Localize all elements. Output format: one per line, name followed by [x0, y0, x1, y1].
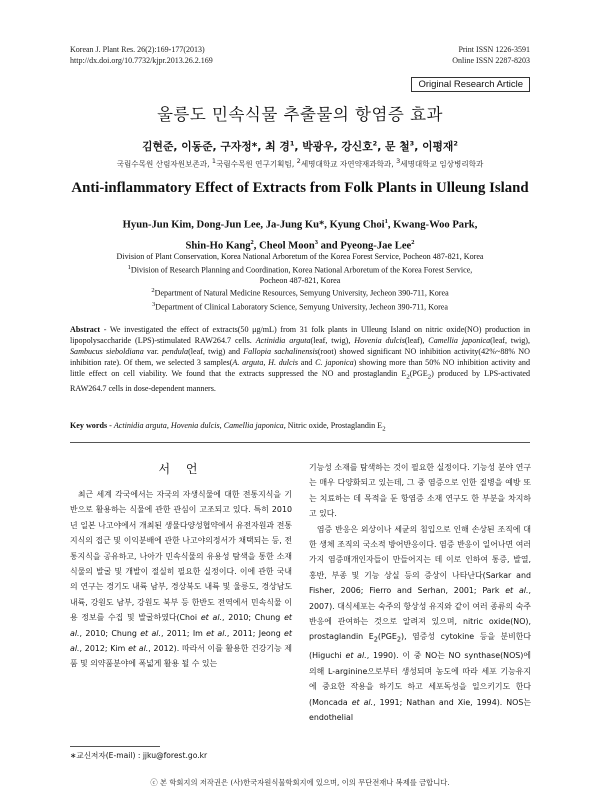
section-title: 서 언: [158, 462, 204, 476]
keywords: Key words - Actinidia arguta, Hovenia dulcis, Camellia japonica, Nitric oxide, Prostaglandin $E_2$: [70, 421, 386, 433]
online-issn: Online ISSN 2287-8203: [452, 56, 530, 65]
abstract-label: Abstract: [70, 325, 101, 334]
section-divider: [70, 442, 530, 443]
corresponding-author-note: ∗교신저자(E-mail) : jjku@forest.go.kr: [70, 751, 208, 760]
journal-header: [70, 44, 213, 66]
right-column: [309, 460, 531, 725]
journal-citation: Korean J. Plant Res. 26(2):169-177(2013): [70, 45, 205, 54]
footnote-divider: [70, 746, 160, 747]
issn-block: [452, 44, 530, 66]
intro-paragraph-continued: 기능성 소재를 탐색하는 것이 필요한 실정이다. 기능성 분야 연구는 매우 다양화되고 있는데, 그 중 염증으로 인한 질병을 예방 또는 치료하는 데 목적을 둔 항염증 소재 연구도 한 부분을 차지하고 있다.: [309, 463, 531, 519]
print-issn: Print ISSN 1226-3591: [458, 45, 530, 54]
keywords-label: Key words: [70, 421, 108, 430]
abstract: Abstract - We investigated the effect of extracts(50 μg/mL) from 31 folk plants in Ulleung Island on nitric oxide(NO) production in lipopolysaccharide (LPS)-stimulated RAW264.7 cells. Actinidia arguta(leaf, twig), Hovenia dulcis(leaf), Camellia japonica(leaf, twig), Sambucus sieboldiana var. pendula(leaf, twig) and Fallopia sachalinensis(root) showed significant NO inhibition activity(42%~88% NO inhibition rate). Of them, we selected 3 samples(A. arguta, H. dulcis and C. japonica) showing more than 50% NO inhibition activity and little effect on cell viability. We found that the extracts suppressed the NO and prostaglandin $E_2(PGE_2)$ produced by LPS-activated RAW264.7 cells in dose-dependent manners.: [70, 325, 531, 394]
korean-affiliations: 국립수목원 산림자원보존과, $^1$국립수목원 연구기획팀, $^2$세명대학교 자연약재과학과, $^3$세명대학교 임상병리학과: [116, 157, 484, 169]
english-authors: Hyun-Jun Kim, Dong-Jun Lee, Ja-Jung Ku*, Kyung Choi$^1$, Kwang-Woo Park, Shin-Ho Kang$^2$, Cheol Moon$^3$ and Pyeong-Jae Lee$^2$: [122, 218, 478, 252]
left-column: [70, 460, 292, 672]
article-type-badge: Original Research Article: [411, 77, 530, 92]
english-affiliations: Division of Plant Conservation, Korea National Arboretum of the Korea Forest Service, Pocheon 487-821, Korea $^1$Division of Research Planning and Coordination, Korea National Arboretum of the Korea Forest Service, Pocheon 487-821, Korea $^2$Department of Natural Medicine Resources, Semyung University, Jecheon 390-711, Korea $^3$Department of Clinical Laboratory Science, Semyung University, Jecheon 390-711, Korea: [116, 252, 484, 312]
korean-authors: 김현준, 이동준, 구자정*, 최 경$^1$, 박광우, 강신호$^2$, 문 철$^3$, 이평재$^2$: [142, 139, 458, 153]
inflammation-paragraph: 염증 반응은 외상이나 세균의 침입으로 인해 손상된 조직에 대한 생체 조직의 국소적 방어반응이다. 염증 반응이 일어나면 여러 가지 염증매개인자들이 만들어지는 데 이로 인하여 통증, 발열, 홍반, 부종 및 기능 상실 등의 증상이 나타난다(Sarkar and Fisher, 2006; Fierro and Serhan, 2001; Park et al., 2007). 대식세포는 숙주의 항상성 유지와 같이 여러 종류의 숙주 반응에 관여하는 것으로 알려져 있으며, nitric oxide(NO), prostaglandin $E_2(PGE_2)$, 염증성 cytokine 등을 분비한다(Higuchi et al., 1990). 이 중 NO는 NO synthase(NOS)에 의해 L-arginine으로부터 생성되며 농도에 따라 세포 기능유지에 중요한 작용을 하기도 하고 세포독성을 일으키기도 한다(Moncada et al., 1991; Nathan and Xie, 1994). NOS는 endothelial: [309, 524, 532, 723]
english-title: Anti-inflammatory Effect of Extracts from Folk Plants in Ulleung Island: [71, 180, 529, 196]
doi-link[interactable]: http://dx.doi.org/10.7732/kjpr.2013.26.2.169: [70, 56, 213, 65]
korean-title: 울릉도 민속식물 추출물의 항염증 효과: [156, 105, 443, 124]
copyright-footer: ⓒ 본 학회지의 저작권은 (사)한국자원식물학회지에 있으며, 이의 무단전재나 복제를 금합니다.: [150, 778, 450, 787]
intro-paragraph: 최근 세계 각국에서는 자국의 자생식물에 대한 전통지식을 기반으로 활용하는 식물에 관한 관심이 고조되고 있다. 특히 2010년 일본 나고야에서 개최된 생물다양성협약에서 유전자원과 전통지식의 접근 및 이익분배에 관한 나고야의정서가 채택되는 등, 전통지식을 공유하고, 나아가 민속식물의 유용성 탐색을 통한 소재식물의 발굴 및 개발이 절실히 필요한 실정이다. 이에 관한 국내의 연구는 경기도 내륙 남부, 경상북도 내륙 및 울릉도, 경상남도 내륙, 강원도 남부, 강원도 북부 등 한반도 전역에서 민속식물 이용 정보를 수집 및 발굴하였다(Choi et al., 2010; Chung et al., 2010; Chung et al., 2011; Im et al., 2011; Jeong et al., 2012; Kim et al., 2012). 따라서 이를 활용한 건강기능 제품 및 의약품분야에 폭넓게 활용 될 수 있는: [70, 490, 293, 669]
